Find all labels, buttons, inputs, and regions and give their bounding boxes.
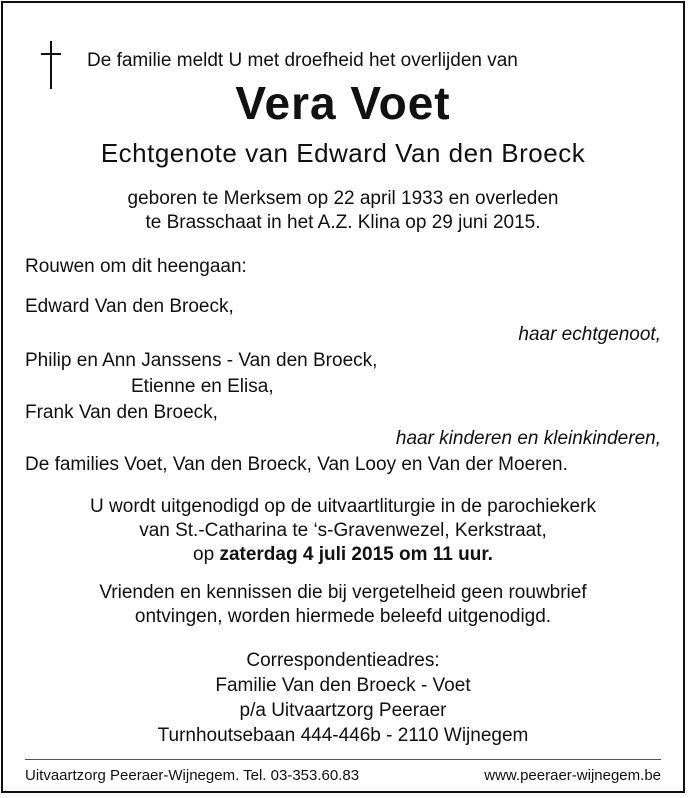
footer-website[interactable]: www.peeraer-wijnegem.be	[484, 767, 661, 784]
service-line-2: van St.-Catharina te ‘s-Gravenwezel, Kerkstraat,	[139, 520, 547, 541]
footer-divider	[25, 759, 661, 760]
mourner-spouse: Edward Van den Broeck,	[25, 296, 234, 317]
notice-line-2: ontvingen, worden hiermede beleefd uitgenodigd.	[134, 606, 552, 627]
birth-death-line-2: te Brasschaat in het A.Z. Klina op 29 juni 2015.	[145, 212, 541, 233]
correspondence-heading: Correspondentieadres:	[246, 650, 440, 671]
service-line-3	[3, 543, 683, 567]
mourners-heading: Rouwen om dit heengaan:	[25, 256, 247, 277]
footer-company: Uitvaartzorg Peeraer-Wijnegem. Tel. 03-353.60.83	[25, 767, 360, 784]
intro-text: De familie meldt U met droefheid het overlijden van	[87, 50, 518, 71]
service-line-3-prefix: op	[193, 544, 215, 565]
spouse-line: Echtgenote van Edward Van den Broeck	[100, 138, 586, 168]
correspondence-line-3: Turnhoutsebaan 444-446b - 2110 Wijnegem	[157, 725, 529, 746]
notice-line-1: Vrienden en kennissen die bij vergetelheid geen rouwbrief	[99, 582, 587, 603]
mourner-children-role: haar kinderen en kleinkinderen,	[395, 428, 661, 449]
correspondence-line-2: p/a Uitvaartzorg Peeraer	[239, 700, 447, 721]
mourner-families: De families Voet, Van den Broeck, Van Looy en Van der Moeren.	[25, 454, 568, 475]
mourner-child-1: Philip en Ann Janssens - Van den Broeck,	[25, 350, 378, 371]
birth-death-line-1: geboren te Merksem op 22 april 1933 en overleden	[127, 188, 559, 209]
mourner-child-2: Etienne en Elisa,	[131, 376, 274, 397]
service-line-1: U wordt uitgenodigd op de uitvaartliturgie in de parochiekerk	[90, 496, 596, 517]
death-notice-card	[1, 1, 685, 793]
correspondence-line-1: Familie Van den Broeck - Voet	[215, 675, 471, 696]
deceased-name: Vera Voet	[235, 77, 451, 129]
mourner-spouse-role: haar echtgenoot,	[518, 324, 661, 345]
service-date-time: zaterdag 4 juli 2015 om 11 uur.	[219, 544, 493, 565]
mourner-child-3: Frank Van den Broeck,	[25, 402, 218, 423]
